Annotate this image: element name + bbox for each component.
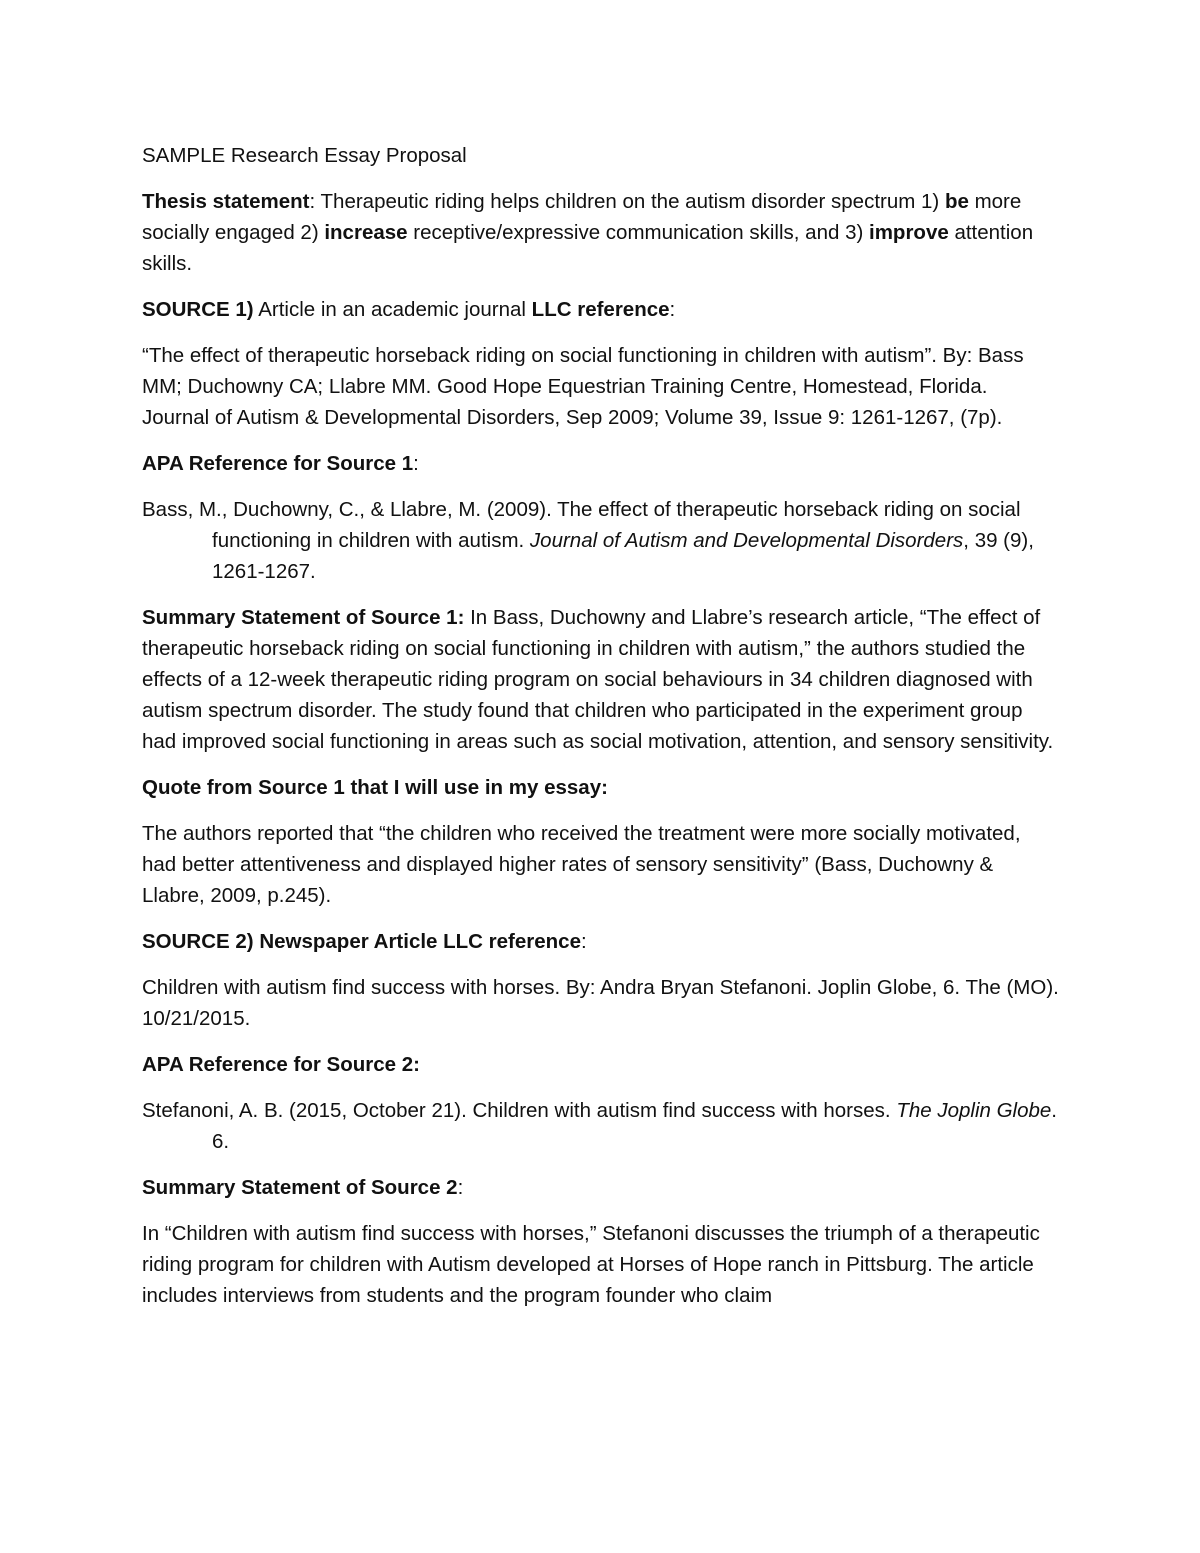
thesis-separator: : [309, 190, 321, 213]
source1-apa-heading-colon: : [413, 452, 419, 475]
document-title: SAMPLE Research Essay Proposal [142, 144, 467, 167]
thesis-paragraph [142, 186, 1060, 279]
source2-heading-label: SOURCE 2) Newspaper Article LLC reference [142, 930, 581, 953]
source1-apa-journal: Journal of Autism and Developmental Disorders [529, 529, 964, 552]
thesis-bold-1: be [944, 190, 969, 213]
source2-summary-label: Summary Statement of Source 2 [142, 1176, 458, 1199]
source2-apa-heading-label: APA Reference for Source 2: [142, 1053, 420, 1076]
source1-quote: The authors reported that “the children who received the treatment were more socially motivated, had better attentiveness and displayed higher rates of sensory sensitivity” (Bass, Duchowny & Llabre, 2009, p.245). [142, 822, 1021, 907]
source2-apa-main: Stefanoni, A. B. (2015, October 21). Children with autism find success with horses. [142, 1099, 897, 1122]
source1-heading-b: Article in an academic journal [253, 298, 532, 321]
source1-quote-heading [142, 772, 1060, 803]
document-body [142, 140, 1060, 1326]
source1-apa-heading-label: APA Reference for Source 1 [142, 452, 414, 475]
source1-summary-label: Summary Statement of Source 1: [142, 606, 465, 629]
thesis-text-3: receptive/expressive communication skills, and 3) [407, 221, 869, 244]
source2-llc-reference: Children with autism find success with horses. By: Andra Bryan Stefanoni. Joplin Globe, 6. The (MO). 10/21/2015. [142, 976, 1059, 1030]
source2-apa-tail: . 6. [212, 1099, 1057, 1153]
source1-summary [142, 602, 1060, 757]
thesis-text-1: Therapeutic riding helps children on the autism disorder spectrum 1) [320, 190, 945, 213]
source1-quote-heading-label: Quote from Source 1 that I will use in my essay: [142, 776, 608, 799]
thesis-text-2: more socially engaged 2) [142, 190, 1022, 244]
source2-summary: In “Children with autism find success with horses,” Stefanoni discusses the triumph of a therapeutic riding program for children with Autism developed at Horses of Hope ranch in Pittsburg. The article includes interviews from students and the program founder who claim [142, 1222, 1040, 1307]
source1-heading-a: SOURCE 1) [142, 298, 254, 321]
source1-heading-c: LLC reference [531, 298, 670, 321]
source1-apa-heading [142, 448, 1060, 479]
thesis-bold-2: increase [324, 221, 408, 244]
source2-summary-colon: : [457, 1176, 464, 1199]
source1-llc-reference: “The effect of therapeutic horseback riding on social functioning in children with autism”. By: Bass MM; Duchowny CA; Llabre MM. Good Hope Equestrian Training Centre, Homestead, Florida. Journal of Autism & Developmental Disorders, Sep 2009; Volume 39, Issue 9: 1261-1267, (7p). [142, 344, 1024, 429]
source1-summary-text: In Bass, Duchowny and Llabre’s research article, “The effect of therapeutic horseback riding on social functioning in children with autism,” the authors studied the effects of a 12-week therapeutic riding program on social behaviours in 34 children diagnosed with autism spectrum disorder. The study found that children who participated in the experiment group had improved social functioning in areas such as social motivation, attention, and sensory sensitivity. [142, 606, 1054, 753]
source2-heading [142, 926, 1060, 957]
source2-apa-reference [142, 1095, 1060, 1157]
source1-heading [142, 294, 1060, 325]
source1-heading-d: : [669, 298, 676, 321]
source1-apa-tail: , 39 (9), 1261-1267. [212, 529, 1034, 583]
source2-apa-paper: The Joplin Globe [896, 1099, 1052, 1122]
source1-apa-main: Bass, M., Duchowny, C., & Llabre, M. (2009). The effect of therapeutic horseback riding on social functioning in children with autism. [142, 498, 1021, 552]
source2-heading-colon: : [581, 930, 587, 953]
thesis-text-4: attention skills. [142, 221, 1034, 275]
thesis-label: Thesis statement [142, 190, 310, 213]
source2-apa-heading [142, 1049, 1060, 1080]
source1-apa-reference [142, 494, 1060, 587]
source2-summary-heading [142, 1172, 1060, 1203]
thesis-bold-3: improve [869, 221, 949, 244]
